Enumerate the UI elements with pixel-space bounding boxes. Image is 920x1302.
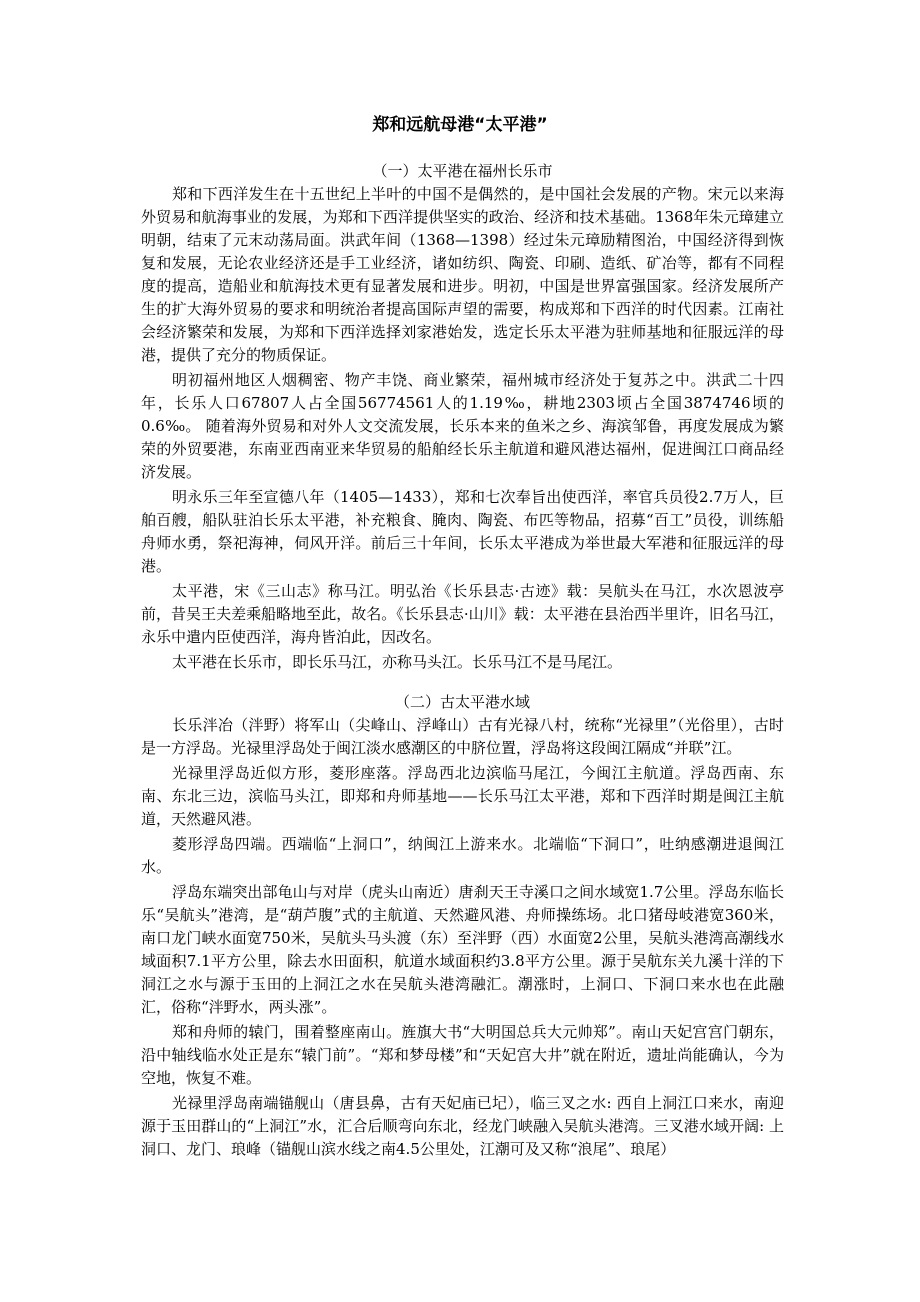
section-1 (141, 159, 784, 676)
paragraph: 长乐泮冶（泮野）将军山（尖峰山、浮峰山）古有光禄八村，统称“光禄里”（光俗里），古时是一方浮岛。光禄里浮岛处于闽江淡水感潮区的中脐位置，浮岛将这段闽江隔成“并联”江。 (141, 716, 784, 757)
paragraph: 郑和下西洋发生在十五世纪上半叶的中国不是偶然的，是中国社会发展的产物。宋元以来海外贸易和航海事业的发展，为郑和下西洋提供坚实的政治、经济和技术基础。1368年朱元璋建立明朝，结束了元末动荡局面。洪武年间（1368—1398）经过朱元璋励精图治，中国经济得到恢复和发展，无论农业经济还是手工业经济，诸如纺织、陶瓷、印刷、造纸、矿冶等，都有不同程度的提高，造船业和航海技术更有显著发展和进步。明初，中国是世界富强国家。经济发展所产生的扩大海外贸易的要求和明统治者提高国际声望的需要，构成郑和下西洋的时代因素。江南社会经济繁荣和发展，为郑和下西洋选择刘家港始发，选定长乐太平港为驻师基地和征服远洋的母港，提供了充分的物质保证。 (141, 185, 784, 364)
section-2 (141, 690, 784, 1163)
paragraph: 太平港在长乐市，即长乐马江，亦称马头江。长乐马江不是马尾江。 (172, 653, 623, 671)
paragraph: 郑和舟师的辕门，围着整座南山。旌旗大书“大明国总兵大元帅郑”。南山天妃宫宫门朝东，沿中轴线临水处正是东“辕门前”。“郑和梦母楼”和“天妃宫大井”就在附近，遗址尚能确认，今为空地，恢复不难。 (141, 1023, 784, 1087)
section-heading: （一）太平港在福州长乐市 (372, 162, 553, 180)
paragraph: 明永乐三年至宣德八年（1405—1433），郑和七次奉旨出使西洋，率官兵员役2.7万人，巨舶百艘，船队驻泊长乐太平港，补充粮食、腌肉、陶瓷、布匹等物品，招募“百工”员役，训练船舟师水勇，祭祀海神，伺风开洋。前后三十年间，长乐太平港成为举世最大军港和征服远洋的母港。 (141, 488, 784, 575)
paragraph: 光禄里浮岛近似方形，菱形座落。浮岛西北边滨临马尾江，今闽江主航道。浮岛西南、东南、东北三边，滨临马头江，即郑和舟师基地——长乐马江太平港，郑和下西洋时期是闽江主航道，天然避风港。 (141, 764, 784, 828)
paragraph: 浮岛东端突出部龟山与对岸（虎头山南近）唐刹天王寺溪口之间水域宽1.7公里。浮岛东临长乐“吴航头”港湾，是“葫芦腹”式的主航道、天然避风港、舟师操练场。北口猪母岐港宽360米，南口龙门峡水面宽750米，吴航头马头渡（东）至泮野（西）水面宽2公里，吴航头港湾高潮线水域面积7.1平方公里，除去水田面积，航道水域面积约3.8平方公里。源于吴航东关九溪十洋的下洞江之水与源于玉田的上洞江之水在吴航头港湾融汇。潮涨时，上洞口、下洞口来水也在此融汇，俗称“泮野水，两头涨”。 (141, 883, 784, 1016)
document-title: 郑和远航母港“太平港” (372, 115, 548, 135)
paragraph: 太平港，宋《三山志》称马江。明弘治《长乐县志·古迹》载：吴航头在马江，水次恩波亭前，昔吴王夫差乘船略地至此，故名。《长乐县志·山川》载：太平港在县治西半里许，旧名马江，永乐中遣内臣使西洋，海舟皆泊此，因改名。 (141, 582, 784, 646)
paragraph: 菱形浮岛四端。西端临“上洞口”，纳闽江上游来水。北端临“下洞口”，吐纳感潮进退闽江水。 (141, 835, 784, 876)
paragraph: 明初福州地区人烟稠密、物产丰饶、商业繁荣，福州城市经济处于复苏之中。洪武二十四年，长乐人口67807人占全国56774561人的1.19‰，耕地2303顷占全国3874746顷的0.6‰。 随着海外贸易和对外人文交流发展，长乐本来的鱼米之乡、海滨邹鲁，再度发展成为繁荣的外贸要港，东南亚西南亚来华贸易的船舶经长乐主航道和避风港达福州，促进闽江口商品经济发展。 (141, 371, 784, 481)
section-heading: （二）古太平港水域 (394, 693, 530, 711)
paragraph: 光禄里浮岛南端锚舰山（唐县鼻，古有天妃庙已圮），临三叉之水: 西自上洞江口来水，南迎源于玉田群山的“上洞江”水，汇合后顺弯向东北，经龙门峡融入吴航头港湾。三叉港水域开阔: 上洞口、龙门、琅峰（锚舰山滨水线之南4.5公里处，江潮可及又称“浪尾”、琅尾） (141, 1094, 784, 1158)
